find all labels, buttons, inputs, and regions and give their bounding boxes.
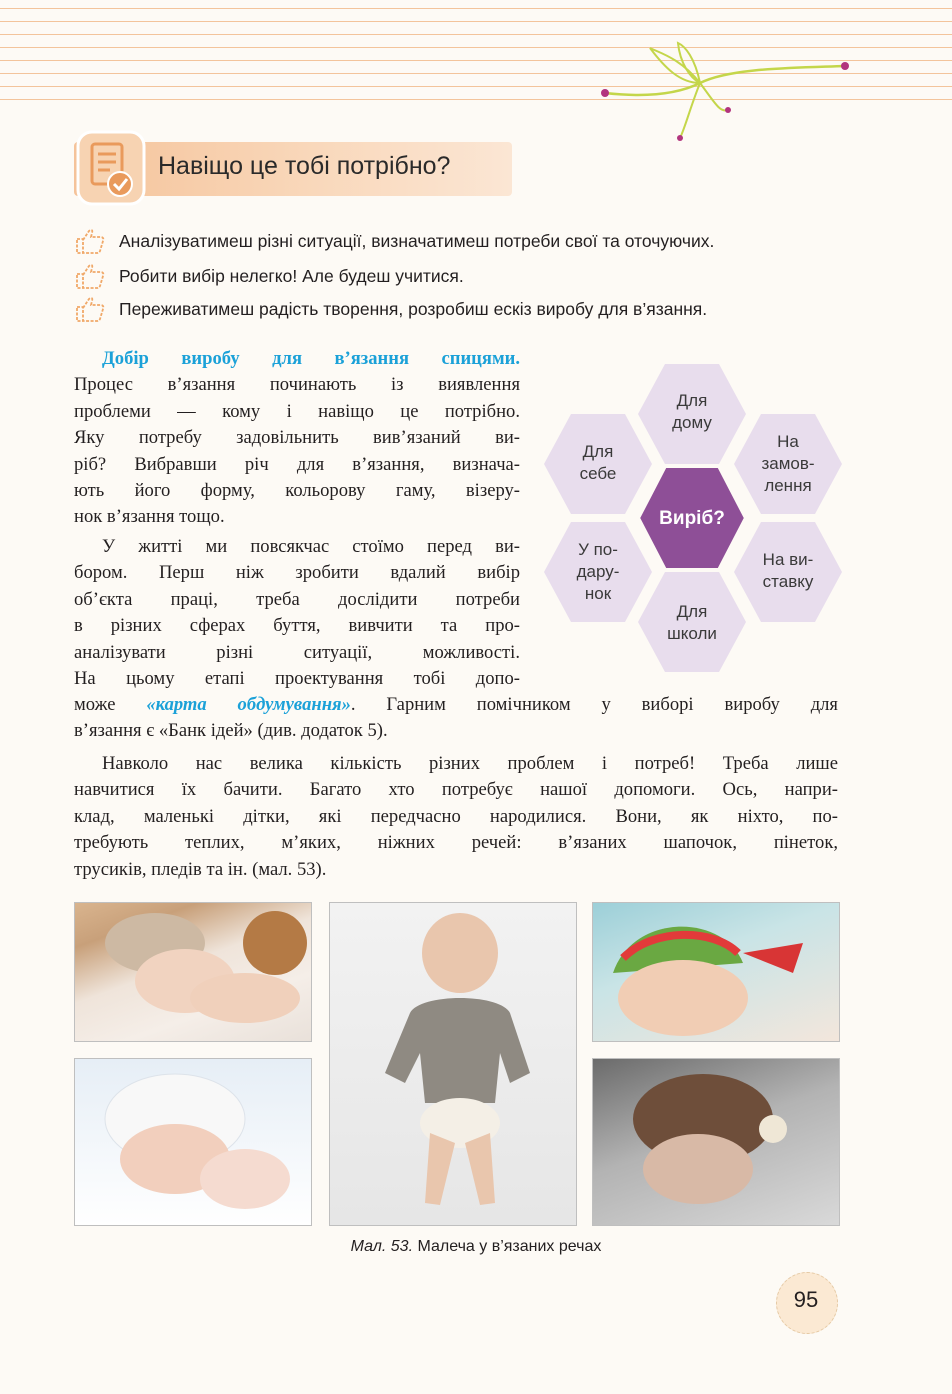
- text-line: в різних сферах буття, вивчити та про-: [74, 615, 520, 637]
- text-line: аналізувати різні ситуації, можливості.: [74, 641, 520, 663]
- photo-illustration: [593, 1059, 839, 1225]
- text-line: ють його форму, кольорову гаму, візеру-: [74, 480, 520, 502]
- hex-label-bottom: Для школи: [667, 602, 717, 643]
- text-line: ріб? Вибравши річ для в’язання, визнача-: [74, 453, 520, 475]
- text-line: требують теплих, м’яких, ніжних речей: в’язаних шапочок, пінеток,: [74, 832, 838, 854]
- text-line: Навколо нас велика кількість різних проблем і потреб! Треба лише: [102, 753, 838, 774]
- photo-illustration: [593, 903, 839, 1041]
- paragraph-1: [74, 346, 520, 531]
- text-line: бором. Перш ніж зробити вдалий вибір: [74, 562, 520, 584]
- text-line: нок в’язання тощо.: [74, 506, 225, 528]
- photo-baby-knit-sweater: [329, 902, 577, 1226]
- text-line: Яку потребу задовільнить вив’язаний ви-: [74, 427, 520, 449]
- paragraph-heading-line: [74, 346, 520, 372]
- checklist-icon: [76, 128, 150, 208]
- text-line: На цьому етапі проектування тобі допо-: [74, 668, 520, 690]
- goal-item: [74, 295, 707, 323]
- thumbs-up-icon: [74, 262, 106, 290]
- text-line: об’єкта праці, треба дослідити потреби: [74, 588, 520, 610]
- paragraph-2: [74, 534, 520, 692]
- text-line: У житті ми повсякчас стоїмо перед ви-: [102, 536, 520, 557]
- photo-baby-white-bonnet: [74, 1058, 312, 1226]
- paragraph-2-continued: [74, 692, 838, 745]
- paragraph-heading: Добір виробу для в’язання спицями.: [102, 348, 520, 369]
- thumbs-up-icon: [74, 295, 106, 323]
- section-title: Навіщо це тобі потрібно?: [158, 152, 451, 180]
- goal-text: Аналізуватимеш різні ситуації, визначатимеш потреби свої та оточуючих.: [119, 230, 715, 251]
- hex-label-top: Для дому: [672, 391, 712, 432]
- hex-label-lower-left: У по- дару- нок: [576, 540, 620, 603]
- caption-text: Малеча у в’язаних речах: [413, 1238, 602, 1255]
- photo-illustration: [330, 903, 576, 1225]
- figure-caption: [0, 1238, 952, 1256]
- text-line: [74, 692, 838, 718]
- goal-item: [74, 262, 464, 290]
- paragraph-3: [74, 751, 838, 883]
- hex-label-upper-right: На замов- лення: [761, 432, 815, 495]
- photo-illustration: [75, 1059, 311, 1225]
- thumbs-up-icon: [74, 227, 106, 255]
- photo-baby-brown-bonnet: [592, 1058, 840, 1226]
- hex-label-upper-left: Для себе: [579, 442, 617, 483]
- photo-illustration: [75, 903, 311, 1041]
- text-line: клад, маленькі дітки, які передчасно народилися. Вони, як ніхто, по-: [74, 805, 838, 827]
- text-line: Процес в’язання починають із виявлення: [74, 374, 520, 396]
- photo-baby-striped-hat: [592, 902, 840, 1042]
- text-line: проблеми — кому і навіщо це потрібно.: [74, 400, 520, 422]
- text-fragment: . Гарним помічником у виборі виробу для: [350, 694, 838, 715]
- ribbon-bow-decoration: [590, 38, 870, 148]
- goal-text: Переживатимеш радість творення, розробиш ескіз виробу для в’язання.: [119, 298, 708, 319]
- text-line: трусиків, пледів та ін. (мал. 53).: [74, 858, 327, 880]
- text-line: в’язання є «Банк ідей» (див. додаток 5).: [74, 720, 388, 742]
- hex-label-center: Виріб?: [659, 508, 725, 529]
- page-number: 95: [793, 1287, 819, 1312]
- goal-item: [74, 227, 714, 255]
- caption-label: Мал. 53.: [350, 1238, 414, 1255]
- photo-baby-knit-hat-teddy: [74, 902, 312, 1042]
- hex-label-lower-right: На ви- ставку: [762, 550, 814, 591]
- choice-hexagon-diagram: [540, 360, 850, 680]
- text-line: навчитися їх бачити. Багато хто потребує нашої допомоги. Ось, напри-: [74, 779, 838, 801]
- goal-text: Робити вибір нелегко! Але будеш учитися.: [119, 265, 464, 286]
- idea-map-term: «карта обдумування»: [146, 694, 351, 715]
- text-fragment: може: [74, 694, 147, 715]
